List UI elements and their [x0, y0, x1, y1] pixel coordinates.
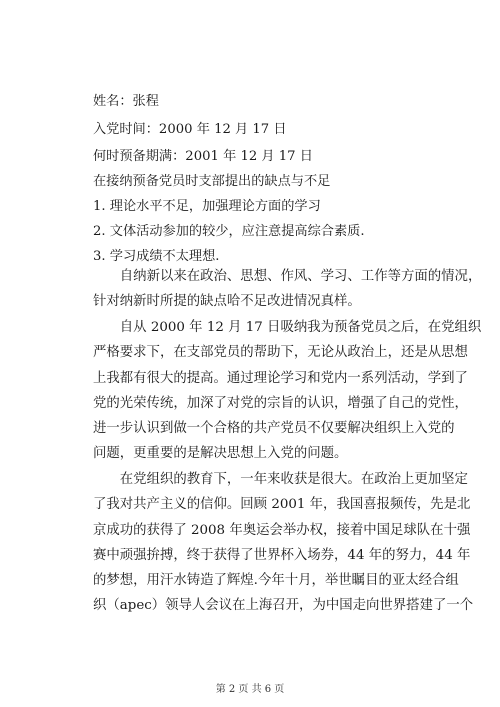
name-line: 姓名：张程 [93, 94, 159, 109]
paragraph-line: 京成功的获得了 2008 年奥运会举办权，接着中国足球队在十强 [93, 522, 471, 538]
shortcoming-item-3: 3. 学习成绩不太理想. [93, 249, 220, 264]
page-footer: 第 2 页 共 6 页 [215, 684, 285, 695]
paragraph-line: 严格要求下，在支部党员的帮助下，无论从政治上，还是从思想 [93, 345, 468, 361]
paragraph-1 [93, 264, 482, 315]
paragraph-line: 织（apec）领导人会议在上海召开，为中国走向世界搭建了一个 [93, 598, 474, 614]
paragraph-line: 了我对共产主义的信仰。回顾 2001 年，我国喜报频传，先是北 [93, 497, 471, 513]
paragraph-line: 进一步认识到做一个合格的共产党员不仅要解决组织上入党的 [93, 421, 455, 437]
paragraph-line: 自纳新以来在政治、思想、作风、学习、工作等方面的情况， [119, 269, 482, 284]
shortcomings-heading: 在接纳预备党员时支部提出的缺点与不足 [93, 174, 331, 189]
paragraph-3 [93, 467, 474, 619]
paragraph-line: 的梦想，用汗水铸造了辉煌.今年十月，举世瞩目的亚太经合组 [93, 573, 459, 589]
probation-end-line: 何时预备期满：2001 年 12 月 17 日 [93, 149, 313, 164]
shortcoming-item-1: 1. 理论水平不足，加强理论方面的学习 [93, 199, 321, 214]
paragraph-line: 党的光荣传统，加深了对党的宗旨的认识，增强了自己的党性， [93, 395, 468, 411]
paragraph-line: 问题，更重要的是解决思想上入党的问题。 [93, 446, 348, 462]
paragraph-line: 在党组织的教育下，一年来收获是很大。在政治上更加坚定 [119, 472, 468, 487]
paragraph-line: 针对纳新时所提的缺点哈不足改进情况真样。 [93, 294, 361, 310]
paragraph-line: 上我都有很大的提高。通过理论学习和党内一系列活动，学到了 [93, 370, 468, 386]
paragraph-line: 赛中顽强拚搏，终于获得了世界杯入场券，44 年的努力，44 年 [93, 547, 471, 563]
paragraph-2 [93, 315, 482, 467]
paragraph-line: 自从 2000 年 12 月 17 日吸纳我为预备党员之后，在党组织 [119, 320, 482, 335]
join-date-line: 入党时间：2000 年 12 月 17 日 [93, 122, 287, 137]
shortcoming-item-2: 2. 文体活动参加的较少，应注意提高综合素质. [93, 224, 365, 239]
